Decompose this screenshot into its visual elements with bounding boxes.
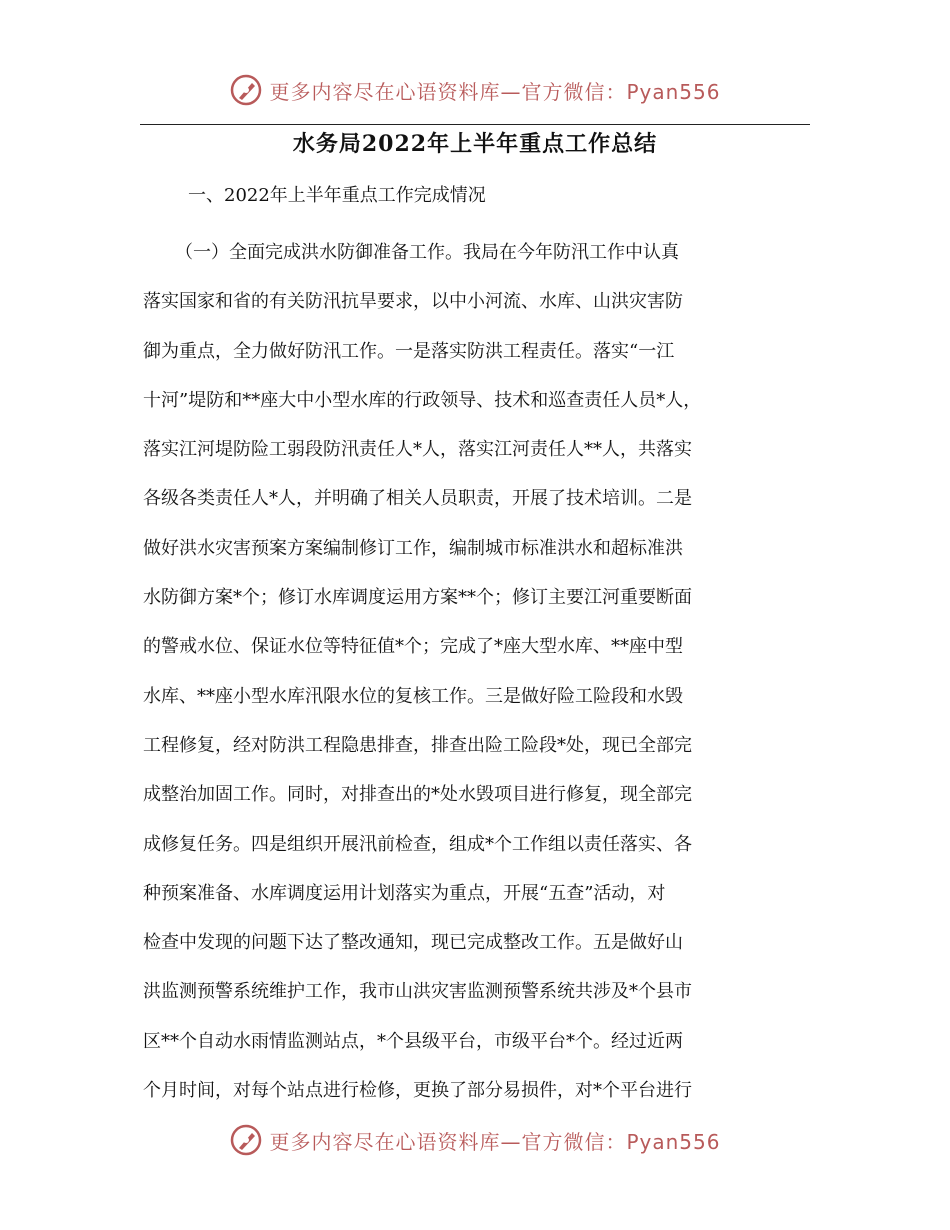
paragraph-line: 洪监测预警系统维护工作，我市山洪灾害监测预警系统共涉及*个县市 bbox=[143, 981, 692, 1003]
footer-watermark-banner bbox=[0, 1120, 950, 1160]
header-watermark-banner bbox=[0, 70, 950, 110]
paragraph-line: 种预案准备、水库调度运用计划落实为重点，开展“五查”活动，对 bbox=[143, 882, 666, 904]
paragraph-line: 个月时间，对每个站点进行检修，更换了部分易损件，对*个平台进行 bbox=[143, 1080, 692, 1102]
paragraph-line: 的警戒水位、保证水位等特征值*个；完成了*座大型水库、**座中型 bbox=[143, 636, 683, 658]
paragraph-line: 做好洪水灾害预案方案编制修订工作，编制城市标准洪水和超标准洪 bbox=[143, 537, 683, 559]
paragraph-line: 御为重点，全力做好防汛工作。一是落实防洪工程责任。落实“一江 bbox=[143, 340, 675, 362]
paragraph-line: 成整治加固工作。同时，对排查出的*处水毁项目进行修复，现全部完 bbox=[143, 784, 692, 806]
paragraph-line: 成修复任务。四是组织开展汛前检查，组成*个工作组以责任落实、各 bbox=[143, 833, 692, 855]
paragraph-line: 水库、**座小型水库汛限水位的复核工作。三是做好险工险段和水毁 bbox=[143, 685, 683, 707]
paragraph-line: 检查中发现的问题下达了整改通知，现已完成整改工作。五是做好山 bbox=[143, 932, 683, 954]
section-heading: 一、2022年上半年重点工作完成情况 bbox=[188, 185, 486, 206]
document-body bbox=[143, 228, 823, 1115]
banner-text: 更多内容尽在心语资料库—官方微信：Pyan556 bbox=[269, 79, 721, 104]
paragraph-line: 十河”堤防和**座大中小型水库的行政领导、技术和巡查责任人员*人， bbox=[143, 389, 702, 411]
header-divider bbox=[140, 124, 810, 125]
pen-circle-logo-icon bbox=[229, 1123, 263, 1157]
paragraph-line: 落实国家和省的有关防汛抗旱要求，以中小河流、水库、山洪灾害防 bbox=[143, 291, 683, 313]
pen-circle-logo-icon bbox=[229, 73, 263, 107]
paragraph-line: （一）全面完成洪水防御准备工作。我局在今年防汛工作中认真 bbox=[175, 242, 679, 263]
paragraph-line: 工程修复，经对防洪工程隐患排查，排查出险工险段*处，现已全部完 bbox=[143, 734, 692, 756]
document-title: 水务局2022年上半年重点工作总结 bbox=[292, 131, 658, 157]
paragraph-line: 落实江河堤防险工弱段防汛责任人*人，落实江河责任人**人，共落实 bbox=[143, 439, 692, 461]
banner-text: 更多内容尽在心语资料库—官方微信：Pyan556 bbox=[269, 1129, 721, 1154]
paragraph-line: 水防御方案*个；修订水库调度运用方案**个；修订主要江河重要断面 bbox=[143, 587, 692, 609]
paragraph-line: 各级各类责任人*人，并明确了相关人员职责，开展了技术培训。二是 bbox=[143, 488, 692, 510]
paragraph-line: 区**个自动水雨情监测站点，*个县级平台，市级平台*个。经过近两 bbox=[143, 1030, 683, 1052]
